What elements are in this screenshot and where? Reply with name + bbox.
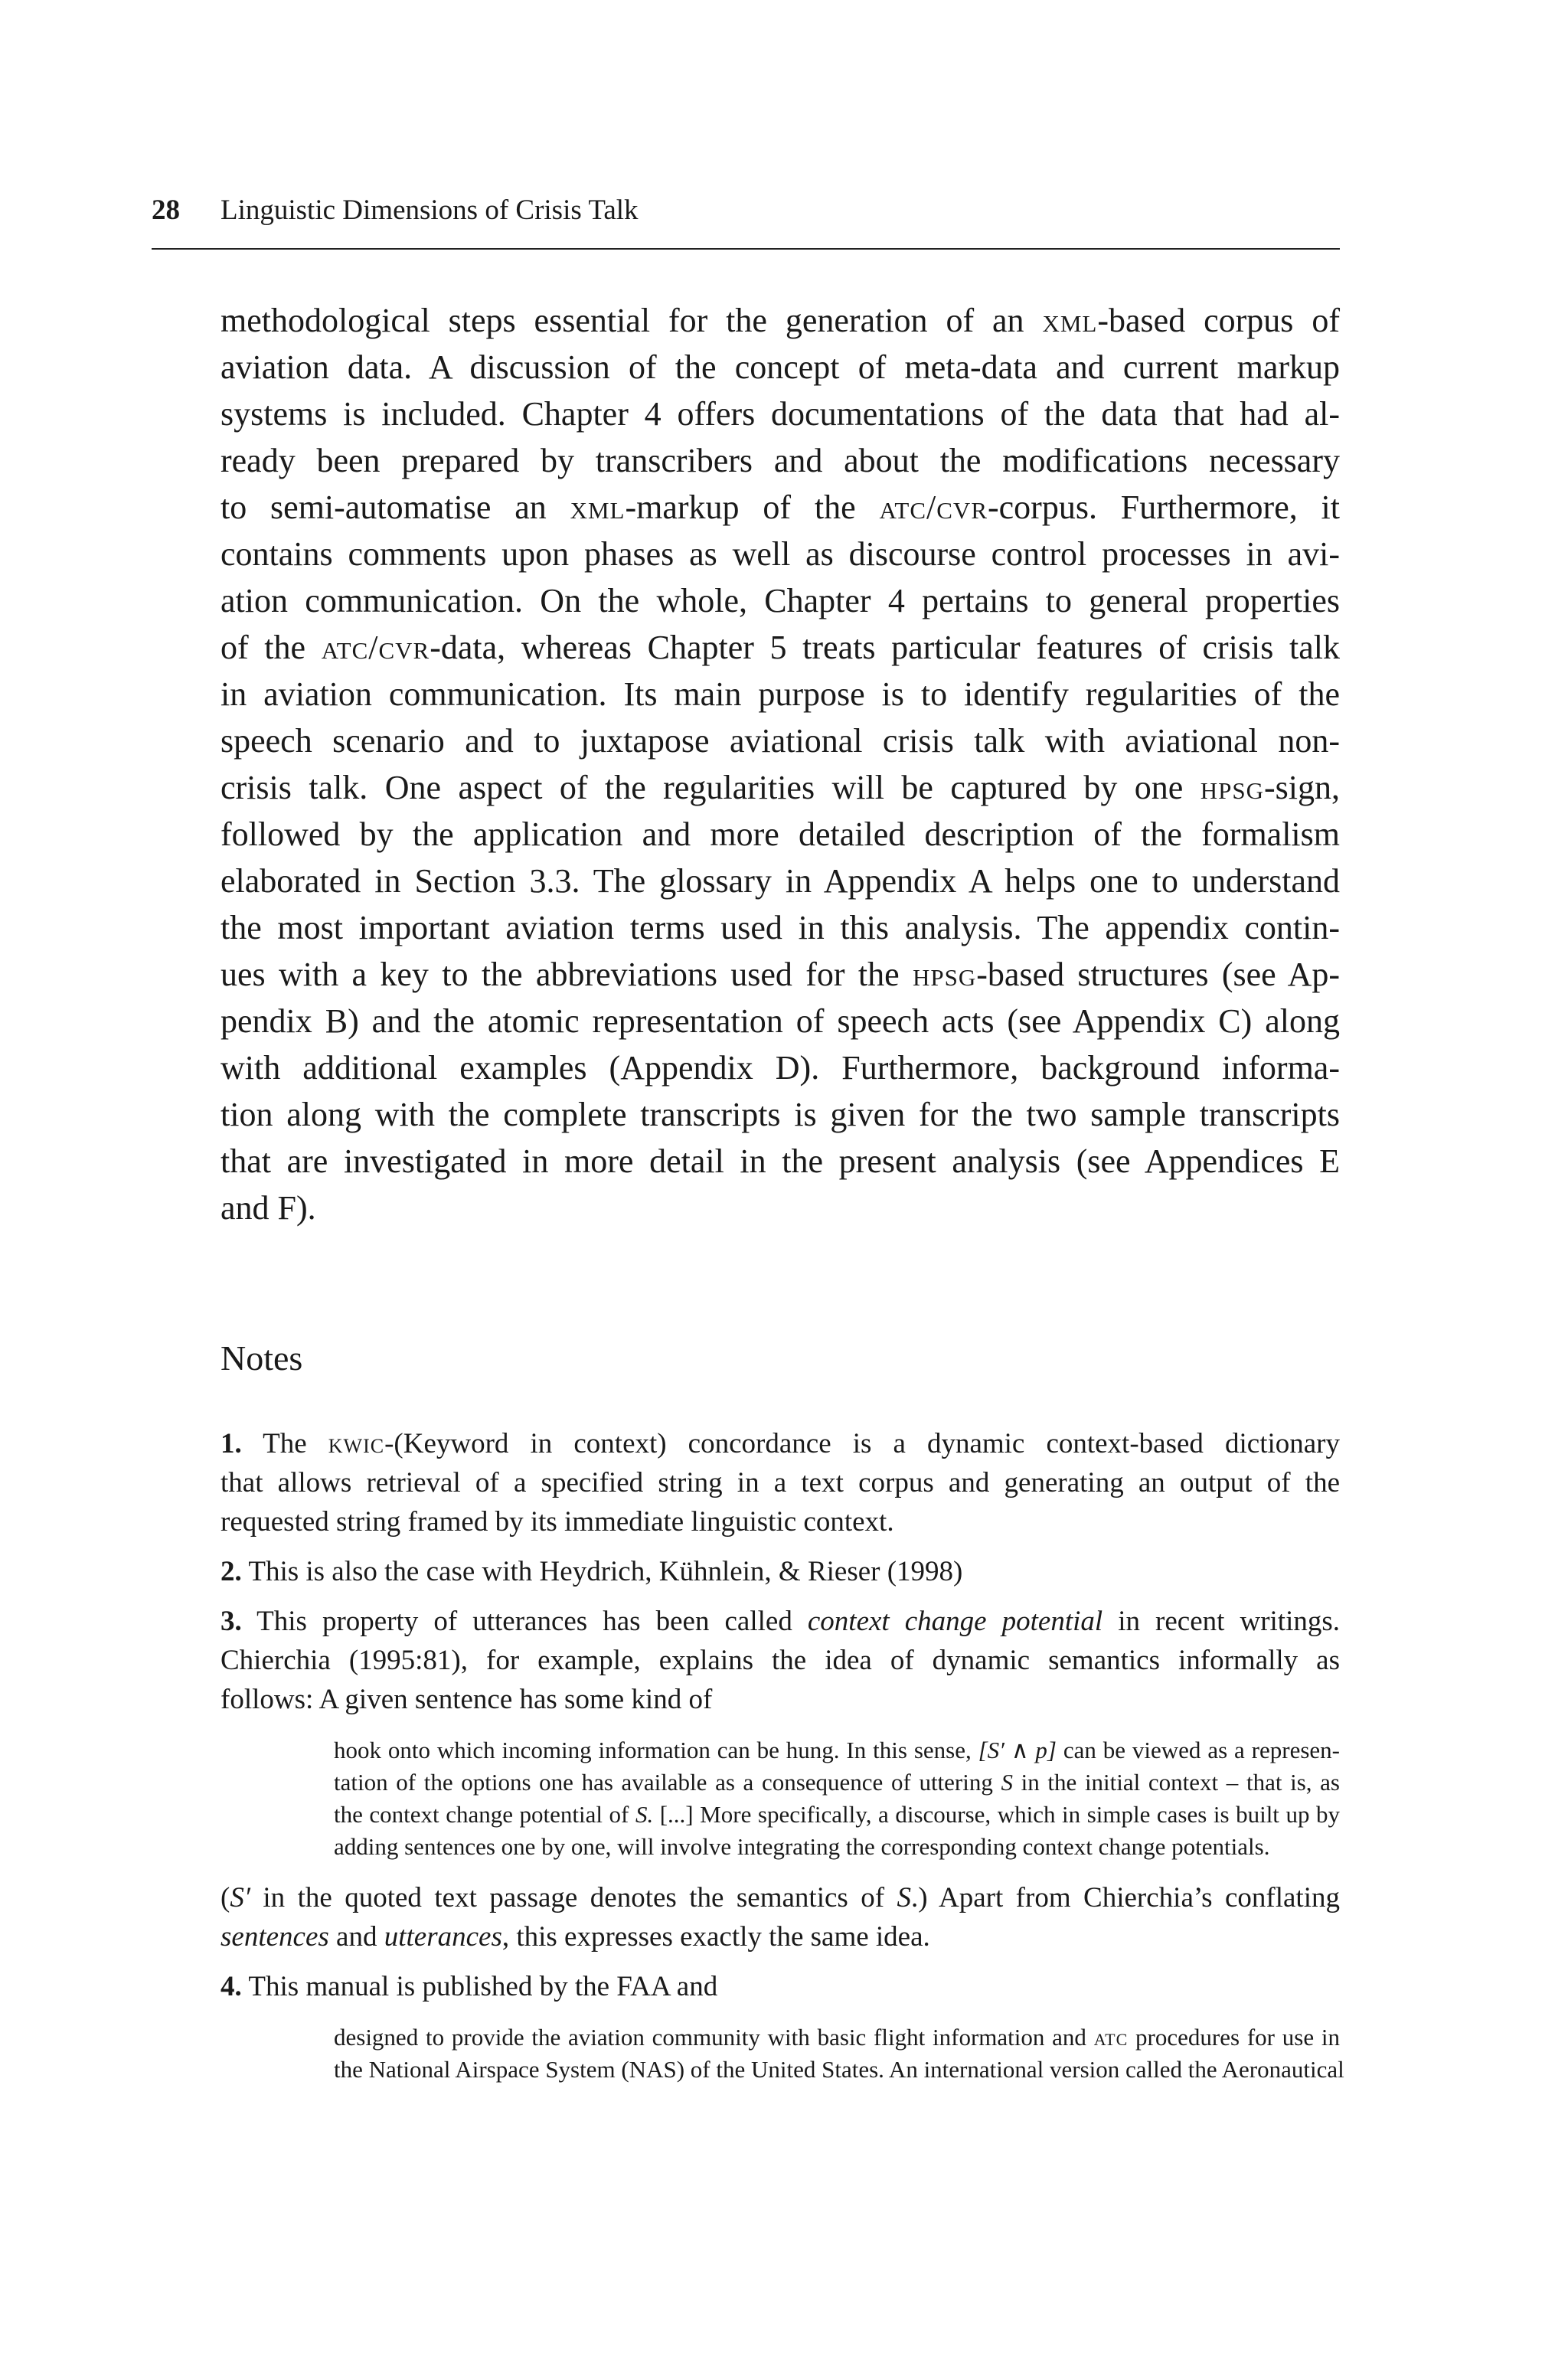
quote-line-1: hook onto which incoming information can be hung. In this sense, [S′ ∧ p] can be viewed as a represen- [334, 1737, 1340, 1763]
body-line-19: that are investigated in more detail in the present analysis (see Appendices E [220, 1142, 1340, 1180]
body-line-12: followed by the application and more detailed description of the formalism [220, 815, 1340, 853]
body-line-5: to semi-automatise an xml-markup of the atc/cvr-corpus. Furthermore, it [220, 489, 1341, 526]
note-4-block-quote [334, 2021, 1344, 2086]
note-number: 3. [220, 1606, 242, 1637]
note-number: 1. [220, 1428, 242, 1459]
body-line-4: ready been prepared by transcribers and about the modifications necessary [220, 442, 1340, 479]
notes-heading: Notes [220, 1338, 303, 1377]
note-number: 2. [220, 1556, 242, 1587]
body-line-8: of the atc/cvr-data, whereas Chapter 5 treats particular features of crisis talk [220, 629, 1340, 666]
page-number: 28 [152, 194, 180, 226]
note-1-line-1: 1. The kwic-(Keyword in context) concordance is a dynamic context-based dictionary [220, 1428, 1340, 1459]
body-line-1: methodological steps essential for the generation of an xml-based corpus of [220, 302, 1340, 339]
note-3-block-quote [334, 1734, 1340, 1863]
quote-line-4: adding sentences one by one, will involve integrating the corresponding context change potentials. [334, 1833, 1270, 1860]
note-2 [220, 1552, 1340, 1591]
note-1-line-2: that allows retrieval of a specified string in a text corpus and generating an output of the [220, 1467, 1340, 1498]
notes-section [220, 1424, 1344, 2086]
body-line-16: pendix B) and the atomic representation of speech acts (see Appendix C) along [220, 1002, 1340, 1040]
quote-line-2: the National Airspace System (NAS) of the United States. An international version called the Aeronautical [334, 2056, 1344, 2083]
body-line-6: contains comments upon phases as well as discourse control processes in avi- [220, 535, 1340, 573]
note-3 [220, 1602, 1340, 1956]
quote-line-1: designed to provide the aviation community with basic flight information and atc procedures for use in [334, 2024, 1340, 2051]
note-3-after-line-1: (S′ in the quoted text passage denotes the semantics of S.) Apart from Chierchia’s conflating [220, 1882, 1340, 1913]
body-line-20: and F). [220, 1189, 316, 1227]
quote-line-3: the context change potential of S. [...] More specifically, a discourse, which in simple cases is built up by [334, 1801, 1341, 1828]
note-4-line-1: 4. This manual is published by the FAA and [220, 1971, 718, 2002]
running-title: Linguistic Dimensions of Crisis Talk [220, 194, 639, 226]
note-3-after-line-2: sentences and utterances, this expresses exactly the same idea. [220, 1921, 930, 1953]
note-number: 4. [220, 1971, 242, 2002]
body-line-13: elaborated in Section 3.3. The glossary in Appendix A helps one to understand [220, 862, 1340, 900]
note-2-line-1: 2. This is also the case with Heydrich, Kühnlein, & Rieser (1998) [220, 1556, 963, 1587]
body-line-17: with additional examples (Appendix D). Furthermore, background informa- [220, 1049, 1340, 1087]
running-header [152, 191, 1340, 250]
note-3-line-1: 3. This property of utterances has been called context change potential in recent writings. [220, 1606, 1340, 1637]
body-line-9: in aviation communication. Its main purpose is to identify regularities of the [220, 675, 1340, 713]
body-line-11: crisis talk. One aspect of the regularities will be captured by one hpsg-sign, [220, 769, 1340, 806]
body-paragraph [220, 297, 1340, 1231]
body-line-15: ues with a key to the abbreviations used for the hpsg-based structures (see Ap- [220, 956, 1340, 993]
note-3-line-2: Chierchia (1995:81), for example, explains the idea of dynamic semantics informally as [220, 1645, 1340, 1676]
note-1 [220, 1424, 1340, 1541]
body-line-3: systems is included. Chapter 4 offers documentations of the data that had al- [220, 395, 1340, 433]
note-3-line-3: follows: A given sentence has some kind of [220, 1684, 713, 1715]
body-line-14: the most important aviation terms used in this analysis. The appendix contin- [220, 909, 1340, 946]
note-4 [220, 1967, 1344, 2086]
body-line-2: aviation data. A discussion of the concept of meta-data and current markup [220, 348, 1340, 386]
body-line-10: speech scenario and to juxtapose aviational crisis talk with aviational non- [220, 722, 1340, 760]
quote-line-2: tation of the options one has available as a consequence of uttering S in the initial context – that is, as [334, 1769, 1340, 1796]
body-line-18: tion along with the complete transcripts is given for the two sample transcripts [220, 1096, 1340, 1133]
note-1-line-3: requested string framed by its immediate linguistic context. [220, 1506, 894, 1538]
body-line-7: ation communication. On the whole, Chapter 4 pertains to general properties [220, 582, 1340, 619]
